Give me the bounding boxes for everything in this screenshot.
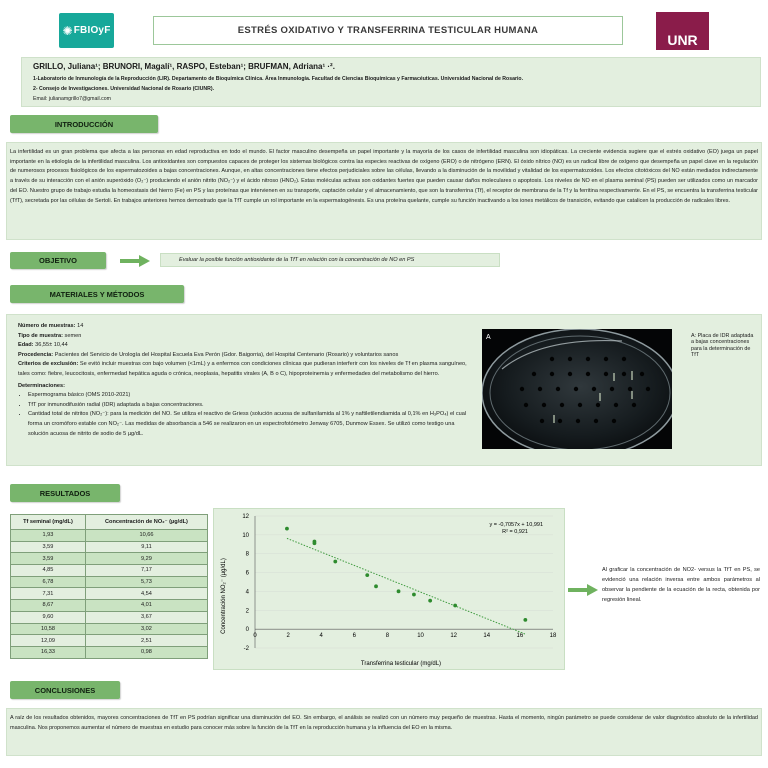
data-point (365, 573, 369, 577)
table-header: Concentración de NO₂⁻ (µg/dL) (85, 515, 207, 530)
table-header: Tf seminal (mg/dL) (11, 515, 86, 530)
x-tick-label: 16 (516, 633, 524, 640)
table-cell: 9,11 (85, 541, 207, 553)
data-point (523, 618, 527, 622)
x-tick-label: 14 (483, 633, 491, 640)
determinations-label: Determinaciones: (18, 382, 65, 389)
fbiof-mark-icon: ✺ (62, 23, 73, 38)
plate-well (578, 403, 582, 407)
section-header-objective: OBJETIVO (10, 252, 106, 269)
y-tick-label: 6 (245, 570, 249, 577)
plate-well (576, 419, 580, 423)
table-cell: 10,58 (11, 623, 86, 635)
plate-well (538, 387, 542, 391)
data-point (313, 540, 317, 544)
plate-well (520, 387, 524, 391)
table-row (11, 600, 208, 612)
plate-well (586, 357, 590, 361)
table-cell: 5,73 (85, 576, 207, 588)
x-tick-label: 4 (319, 633, 323, 640)
table-cell: 16,33 (11, 646, 86, 658)
determinations-list (18, 391, 476, 439)
table-cell: 2,51 (85, 635, 207, 647)
x-tick-label: 8 (385, 633, 390, 640)
x-tick-label: 18 (549, 633, 557, 640)
plate-well (614, 403, 618, 407)
plate-well (604, 357, 608, 361)
plate-well (594, 419, 598, 423)
plate-well (574, 387, 578, 391)
plate-well (540, 419, 544, 423)
plate-well (542, 403, 546, 407)
data-point (428, 599, 432, 603)
table-cell: 10,66 (85, 530, 207, 542)
y-tick-label: 0 (245, 627, 249, 634)
data-point (412, 593, 416, 597)
plate-well (556, 387, 560, 391)
plate-label: A (486, 334, 491, 341)
objective-text: Evaluar la posible función antioxidante de la TfT en relación con la concentración de NO en PS (160, 253, 500, 267)
y-tick-label: 2 (245, 608, 249, 615)
sample-count: Número de muestras: 14 (18, 323, 84, 329)
table-row (11, 588, 208, 600)
plate-well (604, 372, 608, 376)
methods-text (18, 322, 476, 439)
table-cell: 9,60 (11, 611, 86, 623)
table-cell: 7,17 (85, 565, 207, 577)
plate-well (568, 372, 572, 376)
plate-well (586, 372, 590, 376)
table-row (11, 623, 208, 635)
section-header-conclusions: CONCLUSIONES (10, 681, 120, 699)
table-cell: 3,02 (85, 623, 207, 635)
x-tick-label: 6 (352, 633, 357, 640)
idr-plate-image (482, 329, 672, 449)
authors: GRILLO, Juliana¹; BRUNORI, Magalí¹, RASPO, Esteban¹; BRUFMAN, Adriana¹ ·². (33, 62, 335, 71)
fbiof-logo-text: FBIOyF (73, 25, 111, 36)
section-header-results: RESULTADOS (10, 484, 120, 502)
sample-origin: Procedencia: Pacientes del Servicio de Urología del Hospital Escuela Eva Perón (Gdor. Baigorria), del Hospital Centenario (Rosario) y voluntarios sanos (18, 351, 399, 358)
table-cell: 9,29 (85, 553, 207, 565)
plate-well (550, 372, 554, 376)
data-point (333, 560, 337, 564)
table-row (11, 565, 208, 577)
y-tick-label: 12 (242, 514, 249, 520)
y-tick-label: -2 (243, 646, 249, 652)
intro-text: La infertilidad es un gran problema que afecta a las personas en edad reproductiva en todo el mundo. El factor masculino desempeña un papel importante y la mayoría de los casos de infertilidad masculina son idiopáticas. La creciente evidencia sugiere que el estrés oxidativo (EO) juega un papel importante en la etiología de la infertilidad masculina. Los antioxidantes son compuestos capaces de proteger los sistemas biológicos contra las especies reactivas de oxígeno (ERO) o de nitrógeno (ERN). El óxido nítrico (NO) es un radical libre de oxígeno que desempeña un papel clave en la regulación de numerosos procesos fisiológicos de los espermatozoides a bajas concentraciones. Aunque, en altas concentraciones tiene efectos perjudiciales sobre las células, llevando a la disminución de la movilidad y vitalidad de los espermatozoides. Los efectos citotóxicos del NO están mediados indirectamente a través de su interacción con el anión superóxido (O₂⁻) produciendo el anión nitrito (NO₂⁻) y el ácido nitroso (HNO₂). Estas moléculas activas son oxidantes fuertes que pueden causar daños moleculares o apoptosis. Los niveles de NO en el plasma seminal (PS) pueden ser utilizados como un marcador del EO. Nuestro grupo de trabajo estudia la homeostasis del hierro (Fe) en PS y las proteínas que intervienen en su transporte, captación celular y el almacenamiento, que son la transferrina (Tf), el receptor de membrana de la Tf y la ferritina respectivamente. En el PS, se encuentra la transferrina testicular (TfT), secretada por las células de Sertoli. En trabajos anteriores hemos demostrado que la TfT cumple un rol importante en la espermatogénesis. Es una proteína quelante, cumple su función inactivando a los iones metálicos de transición, evitando que catalicen la producción de radicales libres. (10, 149, 758, 204)
data-point (397, 589, 401, 593)
conclusions-text: A raíz de los resultados obtenidos, mayores concentraciones de TfT en PS podrían significar una disminución del EO. Sin embargo, el análisis se realizó con un número muy pequeño de muestras. Hasta el momento, ningún parámetro se puede considerar de valor diagnóstico absoluto de la infertilidad masculina. Nos proponemos aumentar el número de muestras en estudio para conocer más sobre la función de la TfT en la reproducción humana y la influencia del EO en la misma. (10, 715, 758, 731)
idr-plate-photo (482, 329, 672, 449)
table-row (11, 541, 208, 553)
list-item: • TfT por inmunodifusión radial (IDR) adaptada a bajas concentraciones. (28, 401, 476, 411)
x-tick-label: 10 (417, 633, 424, 640)
fbiof-logo (59, 13, 114, 48)
x-axis-label: Transferrina testicular (mg/dL) (360, 661, 442, 667)
table-row (11, 635, 208, 647)
plate-well (622, 372, 626, 376)
plate-well (596, 403, 600, 407)
y-tick-label: 8 (245, 551, 249, 558)
table-cell: 3,67 (85, 611, 207, 623)
plate-well (524, 403, 528, 407)
sample-type: Tipo de muestra: semen (18, 332, 82, 339)
table-cell: 7,31 (11, 588, 86, 600)
table-cell: 3,59 (11, 553, 86, 565)
table-cell: 6,78 (11, 576, 86, 588)
list-item: • Espermograma básico (OMS 2010-2021) (28, 391, 476, 401)
plate-well (550, 357, 554, 361)
objective-arrow-icon (120, 255, 150, 267)
table-cell: 8,67 (11, 600, 86, 612)
y-tick-label: 10 (242, 532, 249, 539)
x-tick-label: 2 (286, 633, 290, 640)
plate-well (622, 357, 626, 361)
plate-well (568, 357, 572, 361)
y-tick-label: 4 (245, 589, 249, 596)
plate-well (532, 372, 536, 376)
plate-well (646, 387, 650, 391)
table-cell: 3,59 (11, 541, 86, 553)
plate-well (610, 387, 614, 391)
exclusion-criteria: Criterios de exclusión: Se evitó incluir muestras con bajo volumen (<1mL) y a enfermos con condiciones clínicas que pudieran interferir con los niveles de Tf en plasma sanguíneo, tales como: fiebre, leucocitosis, enfermedad hepática aguda o crónica, neoplasia, hepatitis virales (A, B o C), hipoproteinemia y enfermedades del metabolismo del hierro. (18, 361, 467, 377)
unr-logo: UNR (656, 12, 709, 50)
table-cell: 1,93 (11, 530, 86, 542)
data-point (374, 584, 378, 588)
table-row (11, 530, 208, 542)
table-cell: 4,01 (85, 600, 207, 612)
plate-well (632, 403, 636, 407)
sample-age: Edad: 36,55± 10,44 (18, 342, 68, 349)
affiliation-1: 1-Laboratorio de Inmunología de la Reproducción (LIR). Departamento de Bioquímica Clínica. Área Inmunología. Facultad de Ciencias Bioquímicas y Farmacéuticas. Universidad Nacional de Rosario. (33, 76, 524, 82)
plate-caption: A: Placa de IDR adaptada a bajas concentraciones para la determinación de TfT (691, 333, 754, 359)
table-row (11, 553, 208, 565)
regression-equation: y = -0,7057x + 10,991 (489, 522, 543, 528)
section-header-intro: INTRODUCCIÓN (10, 115, 158, 133)
list-item: • Cantidad total de nitritos (NO₂⁻): para la medición del NO. Se utiliza el reactivo de Griess (solución acuosa de sulfanilamida al 1% y naftiletilendiamida al 0,1% en H₃PO₄) el cual forma un cromóforo estable con NO₂⁻. Las medidas de absorbancia a 546 se realizaron en un espectrofotómetro Jenway 6705, Dunmow Essex. Se utilizó como testigo una solución acuosa de nitrito de sodio de 5 µg/dL. (28, 410, 476, 439)
y-axis-label: Concentración NO₂⁻ (µg/dL) (221, 558, 227, 634)
x-tick-label: 12 (450, 633, 458, 640)
x-tick-label: 0 (253, 633, 257, 640)
contact-email: Email: julianamgrillo7@gmail.com (33, 96, 111, 102)
table-row (11, 646, 208, 658)
plate-well (560, 403, 564, 407)
plate-well (592, 387, 596, 391)
table-cell: 0,98 (85, 646, 207, 658)
r-squared: R² = 0,921 (502, 529, 528, 535)
table-cell: 12,09 (11, 635, 86, 647)
plate-well (640, 372, 644, 376)
plate-well (612, 419, 616, 423)
poster-title: ESTRÉS OXIDATIVO Y TRANSFERRINA TESTICULAR HUMANA (153, 16, 623, 45)
plate-well (558, 419, 562, 423)
scatter-chart (213, 508, 565, 670)
data-point (453, 604, 457, 608)
result-arrow-icon (568, 584, 598, 596)
results-table (10, 514, 208, 659)
result-note: Al graficar la concentración de NO2- versus la TfT en PS, se evidenció una relación inversa entre ambos parámetros al observar la pendiente de la ecuación de la recta, obtenida por regresión lineal. (602, 567, 760, 603)
plate-well (628, 387, 632, 391)
section-header-methods: MATERIALES Y MÉTODOS (10, 285, 184, 303)
data-point (285, 527, 289, 531)
table-cell: 4,54 (85, 588, 207, 600)
trendline (287, 538, 525, 634)
table-row (11, 611, 208, 623)
table-row (11, 576, 208, 588)
affiliation-2: 2- Consejo de Investigaciones. Universidad Nacional de Rosario (CIUNR). (33, 86, 215, 92)
table-cell: 4,85 (11, 565, 86, 577)
